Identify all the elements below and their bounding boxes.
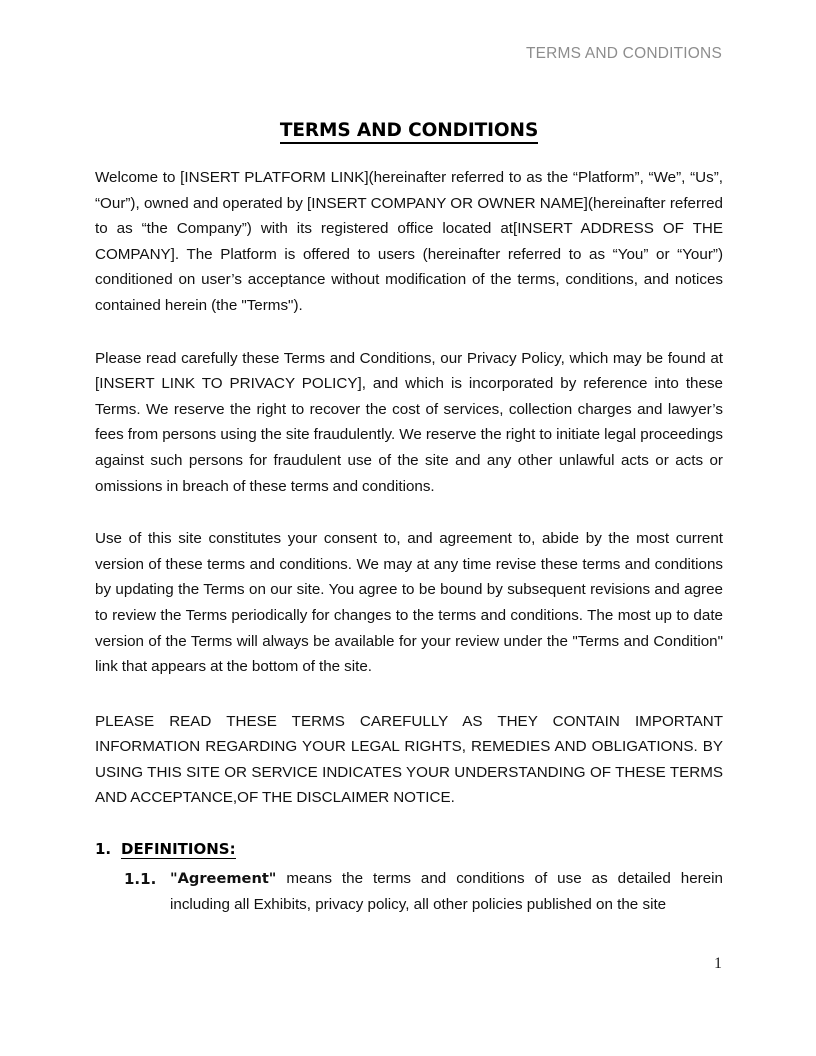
page-number: 1 <box>714 955 722 972</box>
paragraph-intro: Welcome to [INSERT PLATFORM LINK](hereinafter referred to as the “Platform”, “We”, “Us”, “Our”), owned and operated by [INSERT COMPANY OR OWNER NAME](hereinafter referred to as “the Company”) with its registered office located at[INSERT ADDRESS OF THE COMPANY]. The Platform is offered to users (hereinafter referred to as “You” or “Your”) conditioned on user’s acceptance without modification of the terms, conditions, and notices contained herein (the "Terms"). <box>95 169 723 314</box>
document-body <box>95 120 723 918</box>
section-number: 1. <box>95 840 112 859</box>
subsection-agreement <box>95 866 723 919</box>
page-title-text: TERMS AND CONDITIONS <box>280 120 538 144</box>
subsection-container <box>95 866 723 919</box>
paragraph-privacy-policy: Please read carefully these Terms and Conditions, our Privacy Policy, which may be found at [INSERT LINK TO PRIVACY POLICY], and which is incorporated by reference into these Terms. We reserve the right to recover the cost of services, collection charges and lawyer’s fees from persons using the site fraudulently. We reserve the right to initiate legal proceedings against such persons for fraudulent use of the site and any other unlawful acts or acts or omissions in breach of these terms and conditions. <box>95 349 723 495</box>
subsection-list <box>95 866 723 919</box>
numbered-section-list <box>95 837 723 918</box>
paragraph-consent: Use of this site constitutes your consent to, and agreement to, abide by the most current version of these terms and conditions. We may at any time revise these terms and conditions by updating the Terms on our site. You agree to be bound by subsequent revisions and agree to review the Terms periodically for changes to the terms and conditions. The most up to date version of the Terms will always be available for your review under the "Terms and Condition" link that appears at the bottom of the site. <box>95 530 723 676</box>
subsection-number: 1.1. <box>124 869 157 888</box>
section-heading: DEFINITIONS: <box>121 840 236 859</box>
section-definitions <box>95 837 723 863</box>
definition-text: means the terms and conditions of use as detailed herein including all Exhibits, privacy policy, all other policies published on the site <box>170 869 723 914</box>
running-header: TERMS AND CONDITIONS <box>525 45 722 62</box>
defined-term: "Agreement" <box>170 869 277 887</box>
page-title <box>95 120 723 141</box>
paragraph-notice-caps: PLEASE READ THESE TERMS CAREFULLY AS THEY CONTAIN IMPORTANT INFORMATION REGARDING YOUR LEGAL RIGHTS, REMEDIES AND OBLIGATIONS. BY USING THIS SITE OR SERVICE INDICATES YOUR UNDERSTANDING OF THESE TERMS AND ACCEPTANCE,OF THE DISCLAIMER NOTICE. <box>95 712 723 807</box>
